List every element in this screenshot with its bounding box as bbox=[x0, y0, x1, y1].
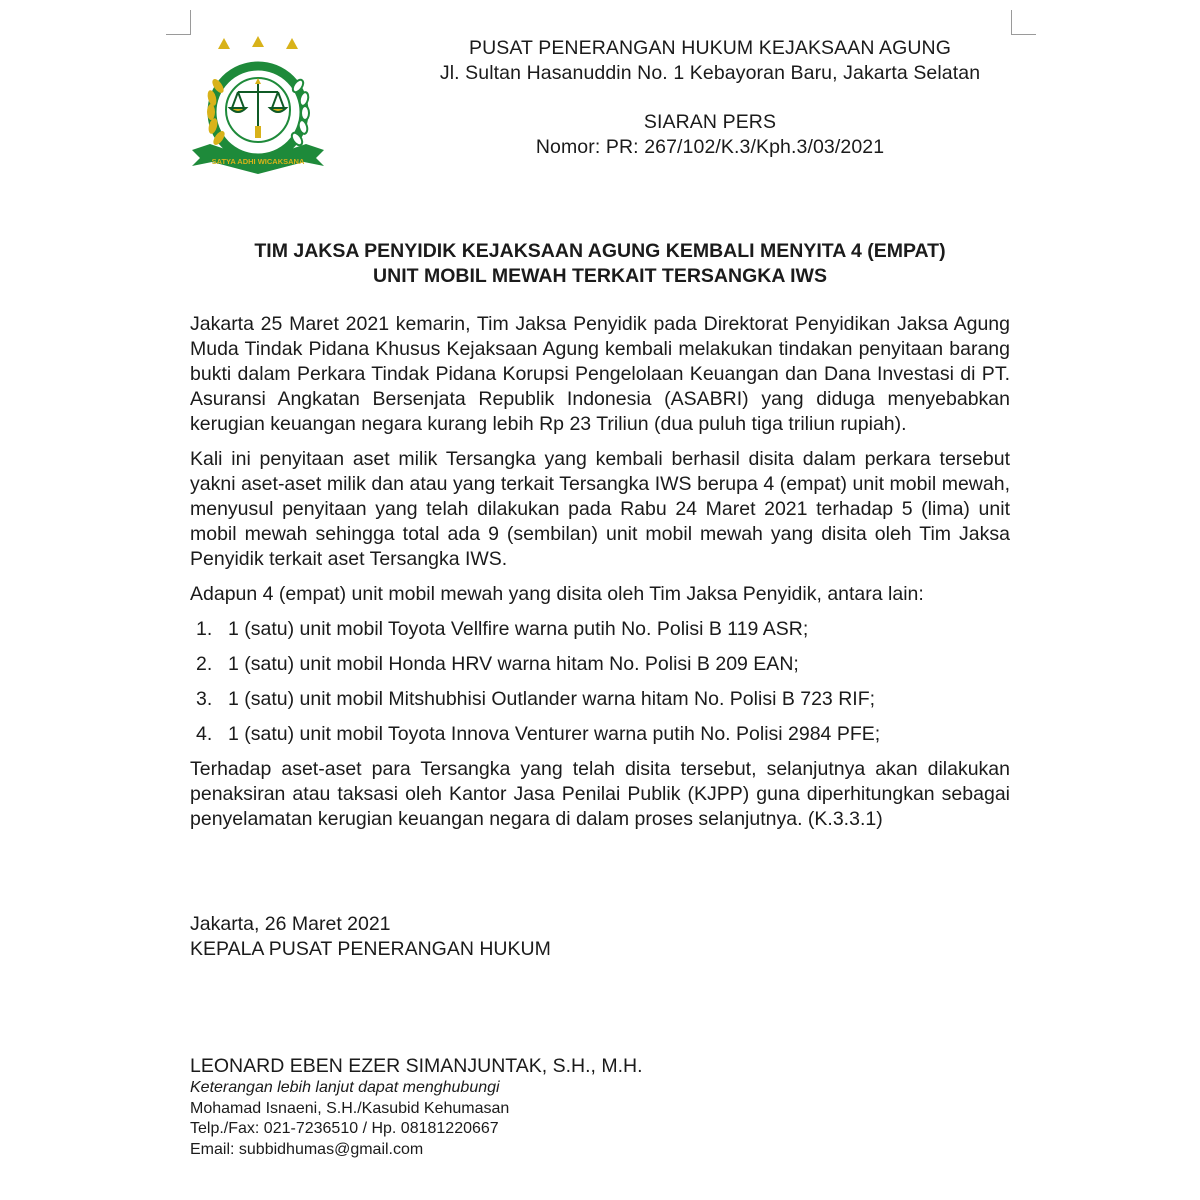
paragraph-2: Kali ini penyitaan aset milik Tersangka yang kembali berhasil disita dalam perkara tersebut yakni aset-aset milik dan atau yang terkait Tersangka IWS berupa 4 (empat) unit mobil mewah, menyusul penyitaan yang telah dilakukan pada Rabu 24 Maret 2021 terhadap 5 (lima) unit mobil mewah sehingga total ada 9 (sembilan) unit mobil mewah yang disita oleh Tim Jaksa Penyidik terkait aset Tersangka IWS. bbox=[190, 448, 1010, 570]
paragraph-1: Jakarta 25 Maret 2021 kemarin, Tim Jaksa Penyidik pada Direktorat Penyidikan Jaksa Agung Muda Tindak Pidana Khusus Kejaksaan Agung kembali melakukan tindakan penyitaan barang bukti dalam Perkara Tindak Pidana Korupsi Pengelolaan Keuangan dan Dana Investasi di PT. Asuransi Angkatan Bersenjata Republik Indonesia (ASABRI) yang diduga menyebabkan kerugian keuangan negara kurang lebih Rp 23 Triliun (dua puluh tiga triliun rupiah). bbox=[190, 313, 1010, 435]
signer-name: LEONARD EBEN EZER SIMANJUNTAK, S.H., M.H. bbox=[190, 1055, 643, 1077]
paragraph-4: Terhadap aset-aset para Tersangka yang telah disita tersebut, selanjutnya akan dilakukan penaksiran atau taksasi oleh Kantor Jasa Penilai Publik (KJPP) guna diperhitungkan sebagai penyelamatan kerugian keuangan negara di dalam proses selanjutnya. (K.3.3.1) bbox=[190, 758, 1010, 830]
corner-mark-top-right bbox=[1011, 10, 1036, 35]
title-line-2: UNIT MOBIL MEWAH TERKAIT TERSANGKA IWS bbox=[373, 265, 827, 287]
document-type: SIARAN PERS bbox=[643, 111, 777, 133]
list-item-number: 2. bbox=[196, 653, 213, 675]
header-organization bbox=[430, 36, 990, 86]
list-item-text: 1 (satu) unit mobil Honda HRV warna hitam No. Polisi B 209 EAN; bbox=[228, 653, 799, 675]
contact-intro: Keterangan lebih lanjut dapat menghubungi bbox=[190, 1079, 500, 1096]
header-document-info bbox=[430, 110, 990, 160]
contact-person: Mohamad Isnaeni, S.H./Kasubid Kehumasan bbox=[190, 1099, 510, 1117]
contact-info bbox=[190, 1078, 509, 1160]
place-date: Jakarta, 26 Maret 2021 bbox=[190, 913, 391, 935]
document-number: Nomor: PR: 267/102/K.3/Kph.3/03/2021 bbox=[535, 136, 885, 158]
list-item-text: 1 (satu) unit mobil Mitshubhisi Outlander warna hitam No. Polisi B 723 RIF; bbox=[228, 688, 876, 710]
org-name: PUSAT PENERANGAN HUKUM KEJAKSAAN AGUNG bbox=[468, 37, 952, 59]
title-line-1: TIM JAKSA PENYIDIK KEJAKSAAN AGUNG KEMBALI MENYITA 4 (EMPAT) bbox=[254, 240, 946, 262]
list-item bbox=[190, 652, 1010, 677]
contact-phone: Telp./Fax: 021-7236510 / Hp. 08181220667 bbox=[190, 1120, 499, 1137]
press-release-body bbox=[190, 312, 1010, 832]
corner-mark-top-left bbox=[166, 10, 191, 35]
seized-vehicles-list bbox=[190, 617, 1010, 747]
list-item-number: 1. bbox=[196, 618, 213, 640]
closing-block bbox=[190, 912, 551, 962]
list-item-number: 3. bbox=[196, 688, 213, 710]
svg-text:SATYA ADHI WICAKSANA: SATYA ADHI WICAKSANA bbox=[211, 157, 305, 166]
paragraph-3: Adapun 4 (empat) unit mobil mewah yang disita oleh Tim Jaksa Penyidik, antara lain: bbox=[190, 583, 924, 605]
signer-position: KEPALA PUSAT PENERANGAN HUKUM bbox=[190, 938, 551, 960]
star-icon bbox=[286, 38, 298, 49]
list-item bbox=[190, 722, 1010, 747]
list-item-text: 1 (satu) unit mobil Toyota Innova Venturer warna putih No. Polisi 2984 PFE; bbox=[228, 723, 881, 745]
list-item bbox=[190, 687, 1010, 712]
list-item-number: 4. bbox=[196, 723, 213, 745]
kejaksaan-emblem-icon bbox=[188, 34, 328, 174]
list-item bbox=[190, 617, 1010, 642]
press-release-title bbox=[190, 239, 1010, 289]
org-address: Jl. Sultan Hasanuddin No. 1 Kebayoran Baru, Jakarta Selatan bbox=[439, 62, 981, 84]
contact-email: Email: subbidhumas@gmail.com bbox=[190, 1140, 424, 1158]
star-icon bbox=[218, 38, 230, 49]
star-icon bbox=[252, 36, 264, 47]
list-item-text: 1 (satu) unit mobil Toyota Vellfire warna putih No. Polisi B 119 ASR; bbox=[228, 618, 809, 640]
